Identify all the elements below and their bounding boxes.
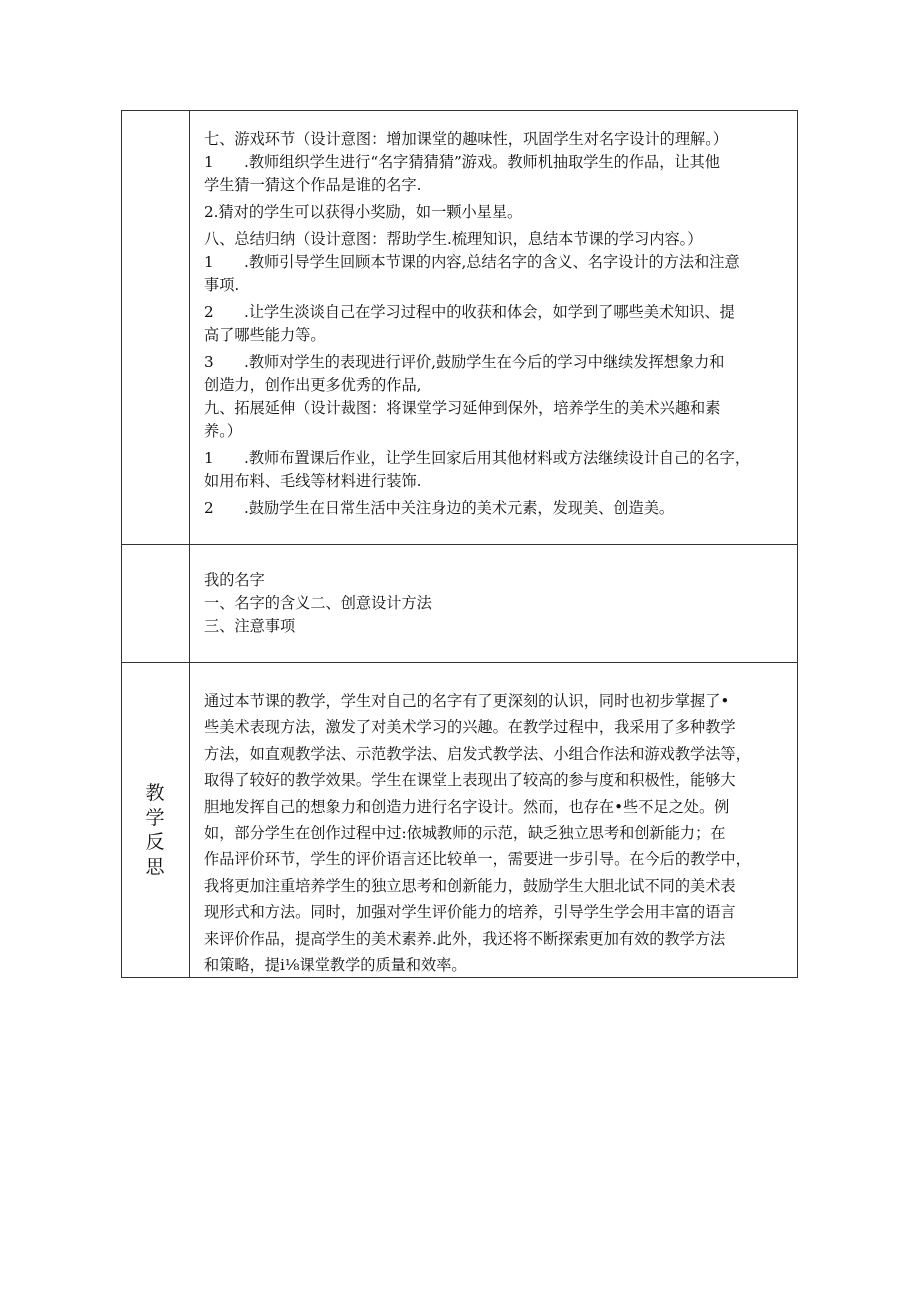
s8-item-1 xyxy=(204,251,793,274)
board-line-1: 我的名字 xyxy=(204,571,265,589)
reflection-line: 取得了较好的教学效果。学生在课堂上表现出了较高的参与度和积极性，能够大 xyxy=(204,771,736,790)
reflection-line: 通过本节课的教学，学生对自己的名字有了更深刻的认识，同时也初步掌握了• xyxy=(204,692,730,710)
reflection-cell xyxy=(204,688,791,978)
item-text: .教师布置课后作业，让学生回家后用其他材料或方法继续设计自己的名字， xyxy=(244,449,751,467)
item-number: 2 xyxy=(204,303,214,321)
reflection-line: 胆地发挥自己的想象力和创造力进行名字设计。然而，也存在•些不足之处。例 xyxy=(204,797,730,816)
s7-item-2: 2.猜对的学生可以获得小奖励，如一颗小星星。 xyxy=(204,203,523,221)
reflection-label xyxy=(142,781,168,879)
label-char: 反 xyxy=(145,831,165,853)
label-char: 教 xyxy=(145,782,165,804)
reflection-line: 来评价作品，提高学生的美术素养.此外，我还将不断探索更加有效的教学方法 xyxy=(204,929,726,948)
item-number: 2 xyxy=(204,499,214,517)
reflection-line: 和策略，提i⅛课堂教学的质量和效率。 xyxy=(204,956,467,975)
item-number: 1 xyxy=(204,153,214,171)
s8-title: 八、总结归纳（设计意图：帮助学生.梳理知识，息结本节课的学习内容。） xyxy=(204,230,703,248)
item-text: .教师组织学生进行“名字猜猜猜”游戏。教师机抽取学生的作品，让其他 xyxy=(244,153,720,171)
board-line-2: 一、名字的含义二、创意设计方法 xyxy=(204,594,432,612)
s7-item-1-cont: 学生猜一猜这个作品是谁的名字. xyxy=(204,176,422,194)
lesson-plan-table xyxy=(121,110,798,978)
s8-item-3 xyxy=(204,351,793,374)
board-design-cell xyxy=(204,569,793,638)
reflection-line: 现形式和方法。同时，加强对学生评价能力的培养，引导学生学会用丰富的语言 xyxy=(204,903,736,922)
label-char: 学 xyxy=(145,806,165,829)
s9-item-1 xyxy=(204,447,793,470)
item-text: .让学生淡谈自己在学习过程中的收获和体会，如学到了哪些美术知识、提 xyxy=(244,303,735,321)
s8-item-1-cont: 事项. xyxy=(204,276,240,294)
procedure-cell xyxy=(204,128,793,520)
s8-item-3-cont: 创造力，创作出更多优秀的作品, xyxy=(204,376,422,394)
row-divider-1 xyxy=(122,544,797,545)
reflection-line: 些美术表现方法，激发了对美术学习的兴趣。在教学过程中，我采用了多种教学 xyxy=(204,718,736,737)
s7-item-1 xyxy=(204,151,793,174)
board-line-3: 三、注意事项 xyxy=(204,617,296,635)
item-text: .教师引导学生回顾本节课的内容,总结名字的含义、名字设计的方法和注意 xyxy=(244,253,740,271)
row-divider-2 xyxy=(122,662,797,663)
item-text: .鼓励学生在日常生活中关注身边的美术元素，发现美、创造美。 xyxy=(244,499,675,517)
item-text: .教师对学生的表现进行评价,鼓励学生在今后的学习中继续发挥想象力和 xyxy=(244,353,725,371)
s9-title-cont: 养。） xyxy=(204,422,242,440)
s8-item-2 xyxy=(204,301,793,324)
s9-item-2 xyxy=(204,497,793,520)
s9-item-1-cont: 如用布料、毛线等材料进行装饰. xyxy=(204,472,422,490)
item-number: 3 xyxy=(204,353,214,371)
reflection-line: 我将更加注重培养学生的独立思考和创新能力，鼓励学生大胆北试不同的美术表 xyxy=(204,876,736,895)
item-number: 1 xyxy=(204,253,214,271)
item-number: 1 xyxy=(204,449,214,467)
reflection-line: 作品评价环节，学生的评价语言还比较单一，需要进一步引导。在今后的教学中， xyxy=(204,850,751,869)
s7-title: 七、游戏环节（设计意图：增加课堂的趣味性，巩固学生对名字设计的理解。） xyxy=(204,130,728,148)
label-char: 思 xyxy=(145,855,165,878)
s9-title: 九、拓展延伸（设计裁图：将课堂学习延伸到保外，培养学生的美术兴趣和素 xyxy=(204,399,721,417)
s8-item-2-cont: 高了哪些能力等。 xyxy=(204,326,326,344)
reflection-line: 方法，如直观教学法、示范教学法、启发式教学法、小组合作法和游戏教学法等， xyxy=(204,744,751,763)
reflection-line: 如，部分学生在创作过程中过:依城教师的示范，缺乏独立思考和创新能力；在 xyxy=(204,824,726,843)
